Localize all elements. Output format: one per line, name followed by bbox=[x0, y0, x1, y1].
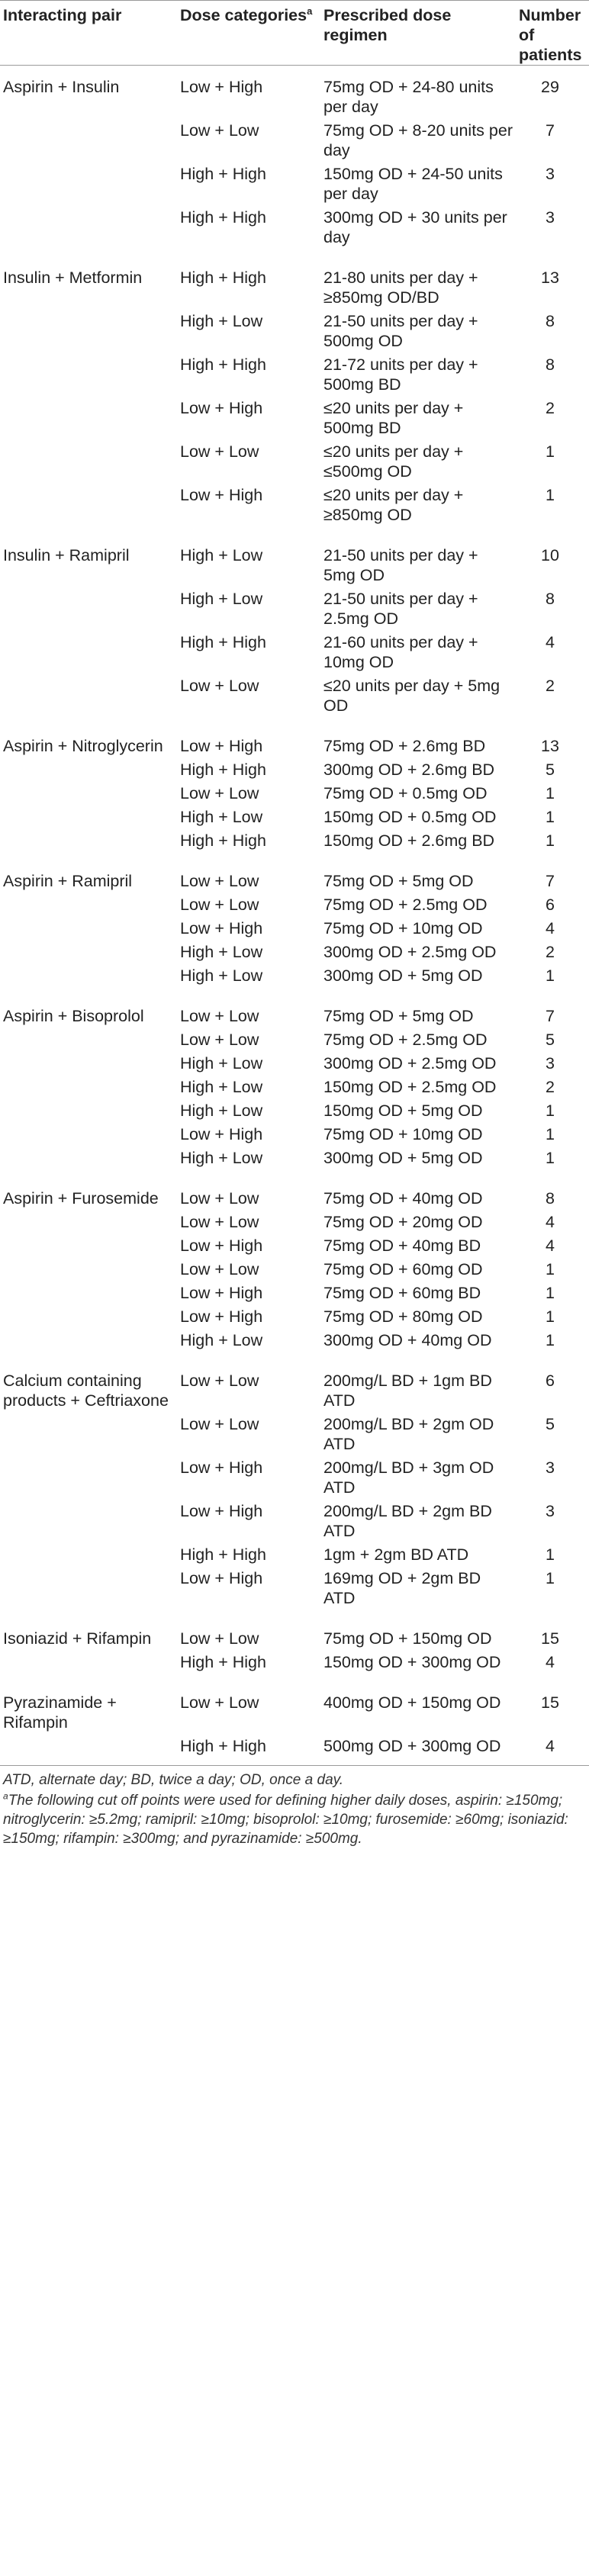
cell-dose-regimen: 75mg OD + 5mg OD bbox=[323, 872, 474, 890]
cell-dose-regimen: 75mg OD + 40mg OD bbox=[323, 1189, 483, 1208]
cell-dose-regimen: ≤20 units per day + ≤500mg OD bbox=[323, 442, 464, 481]
cell-patient-count: 10 bbox=[541, 546, 559, 564]
cell-empty bbox=[0, 938, 177, 962]
cell-dose-category: Low + Low bbox=[180, 1372, 259, 1390]
cell-dose-regimen: 150mg OD + 2.5mg OD bbox=[323, 1078, 497, 1096]
cell-empty bbox=[0, 1648, 177, 1681]
cell-dose-category: Low + High bbox=[180, 486, 263, 504]
table-body bbox=[0, 66, 589, 1766]
cell-empty bbox=[0, 1565, 177, 1617]
cell-dose-category: Low + Low bbox=[180, 784, 259, 802]
cell-dose-regimen: 500mg OD + 300mg OD bbox=[323, 1737, 501, 1755]
table-row bbox=[0, 1648, 589, 1681]
cell-patient-count: 15 bbox=[541, 1629, 559, 1648]
cell-empty bbox=[0, 756, 177, 780]
cell-patient-count: 2 bbox=[546, 677, 555, 695]
table-row bbox=[0, 1208, 589, 1232]
cell-empty bbox=[0, 1497, 177, 1541]
cell-patient-count: 4 bbox=[546, 1653, 555, 1671]
cell-dose-category: High + High bbox=[180, 165, 266, 183]
cell-empty bbox=[0, 1050, 177, 1073]
table-row bbox=[0, 481, 589, 534]
cell-empty bbox=[0, 117, 177, 160]
cell-dose-category: High + High bbox=[180, 761, 266, 779]
cell-empty bbox=[0, 1208, 177, 1232]
cell-patient-count: 3 bbox=[546, 1458, 555, 1477]
cell-dose-category: High + High bbox=[180, 355, 266, 374]
cell-empty bbox=[0, 204, 177, 256]
cell-dose-regimen: 75mg OD + 5mg OD bbox=[323, 1007, 474, 1025]
cell-dose-category: High + Low bbox=[180, 808, 263, 826]
cell-empty bbox=[0, 585, 177, 629]
cell-dose-category: High + Low bbox=[180, 943, 263, 961]
cell-dose-category: High + High bbox=[180, 831, 266, 850]
cell-dose-regimen: 75mg OD + 8-20 units per day bbox=[323, 121, 513, 159]
cell-dose-regimen: 75mg OD + 60mg BD bbox=[323, 1284, 481, 1302]
cell-dose-category: High + Low bbox=[180, 966, 263, 985]
cell-dose-regimen: 75mg OD + 24-80 units per day bbox=[323, 78, 494, 116]
cell-patient-count: 4 bbox=[546, 1237, 555, 1255]
table-row bbox=[0, 1050, 589, 1073]
cell-dose-regimen: 150mg OD + 0.5mg OD bbox=[323, 808, 497, 826]
cell-dose-category: High + High bbox=[180, 1737, 266, 1755]
table-row bbox=[0, 117, 589, 160]
cell-patient-count: 3 bbox=[546, 208, 555, 227]
table-row bbox=[0, 827, 589, 860]
cell-dose-regimen: 150mg OD + 300mg OD bbox=[323, 1653, 501, 1671]
cell-dose-regimen: 200mg/L BD + 2gm OD ATD bbox=[323, 1415, 494, 1453]
table-row bbox=[0, 1454, 589, 1497]
cell-dose-category: High + Low bbox=[180, 1331, 263, 1349]
cell-patient-count: 5 bbox=[546, 761, 555, 779]
table-row bbox=[0, 1303, 589, 1327]
cell-dose-regimen: 300mg OD + 2.6mg BD bbox=[323, 761, 495, 779]
table-row bbox=[0, 394, 589, 438]
cell-dose-category: Low + Low bbox=[180, 442, 259, 461]
cell-dose-category: Low + Low bbox=[180, 121, 259, 140]
cell-dose-category: High + High bbox=[180, 208, 266, 227]
table-row bbox=[0, 1565, 589, 1617]
cell-dose-category: Low + Low bbox=[180, 1031, 259, 1049]
cell-dose-regimen: 21-50 units per day + 500mg OD bbox=[323, 312, 478, 350]
cell-patient-count: 7 bbox=[546, 1007, 555, 1025]
cell-dose-regimen: ≤20 units per day + 5mg OD bbox=[323, 677, 500, 715]
cell-interacting-pair: Insulin + Metformin bbox=[3, 269, 143, 287]
cell-patient-count: 4 bbox=[546, 919, 555, 937]
cell-dose-category: Low + Low bbox=[180, 1189, 259, 1208]
cell-dose-regimen: 75mg OD + 10mg OD bbox=[323, 919, 483, 937]
cell-patient-count: 13 bbox=[541, 737, 559, 755]
cell-dose-category: Low + High bbox=[180, 1458, 263, 1477]
cell-empty bbox=[0, 307, 177, 351]
cell-dose-regimen: 75mg OD + 10mg OD bbox=[323, 1125, 483, 1143]
cell-dose-category: Low + Low bbox=[180, 896, 259, 914]
cell-empty bbox=[0, 1732, 177, 1765]
cell-patient-count: 6 bbox=[546, 1372, 555, 1390]
footnote-marker: a bbox=[3, 1790, 8, 1802]
header-number-of-patients: Number of patients bbox=[516, 1, 589, 66]
cell-dose-regimen: ≤20 units per day + ≥850mg OD bbox=[323, 486, 464, 524]
cell-patient-count: 29 bbox=[541, 78, 559, 96]
cell-dose-regimen: 75mg OD + 20mg OD bbox=[323, 1213, 483, 1231]
table-row bbox=[0, 307, 589, 351]
cell-patient-count: 1 bbox=[546, 1101, 555, 1120]
cell-patient-count: 1 bbox=[546, 1125, 555, 1143]
table-row bbox=[0, 1121, 589, 1144]
cell-empty bbox=[0, 1097, 177, 1121]
cell-dose-regimen: 75mg OD + 2.5mg OD bbox=[323, 1031, 488, 1049]
table-row bbox=[0, 803, 589, 827]
table-row bbox=[0, 1232, 589, 1256]
table-row bbox=[0, 672, 589, 725]
cell-dose-regimen: 75mg OD + 2.5mg OD bbox=[323, 896, 488, 914]
cell-empty bbox=[0, 351, 177, 394]
cell-patient-count: 1 bbox=[546, 1307, 555, 1326]
cell-dose-category: Low + High bbox=[180, 1502, 263, 1520]
cell-patient-count: 5 bbox=[546, 1415, 555, 1433]
cell-patient-count: 1 bbox=[546, 831, 555, 850]
cell-patient-count: 2 bbox=[546, 399, 555, 417]
cell-interacting-pair: Pyrazinamide + Rifampin bbox=[3, 1693, 117, 1732]
cell-interacting-pair: Aspirin + Insulin bbox=[3, 78, 120, 96]
footnote-note-text: The following cut off points were used for defining higher daily doses, aspirin: ≥150mg; nitroglycerin: ≥5.2mg; ramipril: ≥10mg; bisoprolol: ≥10mg; furosemide: ≥60mg; isoniazid: ≥150mg; rifampin: ≥300mg; and pyrazinamide: ≥500mg. bbox=[3, 1793, 568, 1847]
cell-dose-regimen: 300mg OD + 5mg OD bbox=[323, 966, 483, 985]
table-row bbox=[0, 962, 589, 995]
cell-empty bbox=[0, 1073, 177, 1097]
table-row bbox=[0, 1279, 589, 1303]
cell-dose-category: High + High bbox=[180, 633, 266, 651]
cell-dose-category: High + Low bbox=[180, 590, 263, 608]
cell-empty bbox=[0, 803, 177, 827]
cell-dose-category: High + Low bbox=[180, 312, 263, 330]
cell-empty bbox=[0, 1256, 177, 1279]
table-row bbox=[0, 256, 589, 307]
cell-dose-category: High + Low bbox=[180, 1054, 263, 1073]
table-row bbox=[0, 1026, 589, 1050]
cell-empty bbox=[0, 672, 177, 725]
header-interacting-pair: Interacting pair bbox=[0, 1, 177, 66]
cell-dose-category: Low + High bbox=[180, 737, 263, 755]
table-footnotes bbox=[0, 1765, 589, 1850]
header-dose-categories: Dose categories$^a$ bbox=[177, 1, 320, 66]
cell-empty bbox=[0, 1410, 177, 1454]
cell-dose-category: Low + Low bbox=[180, 1629, 259, 1648]
cell-interacting-pair: Aspirin + Furosemide bbox=[3, 1189, 159, 1208]
cell-patient-count: 13 bbox=[541, 269, 559, 287]
table-row bbox=[0, 1497, 589, 1541]
table-row bbox=[0, 725, 589, 756]
cell-patient-count: 6 bbox=[546, 896, 555, 914]
cell-empty bbox=[0, 160, 177, 204]
cell-empty bbox=[0, 394, 177, 438]
table-row bbox=[0, 1177, 589, 1208]
cell-dose-regimen: 21-80 units per day + ≥850mg OD/BD bbox=[323, 269, 478, 307]
cell-empty bbox=[0, 1303, 177, 1327]
table-header bbox=[0, 1, 589, 66]
cell-dose-category: Low + High bbox=[180, 78, 263, 96]
cell-dose-regimen: 300mg OD + 5mg OD bbox=[323, 1149, 483, 1167]
header-prescribed-dose-regimen: Prescribed dose regimen bbox=[320, 1, 516, 66]
cell-empty bbox=[0, 481, 177, 534]
table-row bbox=[0, 756, 589, 780]
cell-dose-regimen: 200mg/L BD + 3gm OD ATD bbox=[323, 1458, 494, 1497]
table-row bbox=[0, 1256, 589, 1279]
cell-dose-category: Low + High bbox=[180, 399, 263, 417]
table-row bbox=[0, 1410, 589, 1454]
cell-dose-regimen: 21-50 units per day + 2.5mg OD bbox=[323, 590, 478, 628]
cell-patient-count: 1 bbox=[546, 1545, 555, 1564]
cell-dose-regimen: 21-72 units per day + 500mg BD bbox=[323, 355, 478, 394]
cell-empty bbox=[0, 629, 177, 672]
cell-patient-count: 3 bbox=[546, 1054, 555, 1073]
table-row bbox=[0, 995, 589, 1026]
cell-dose-regimen: 300mg OD + 2.5mg OD bbox=[323, 943, 497, 961]
cell-empty bbox=[0, 1454, 177, 1497]
cell-patient-count: 1 bbox=[546, 1331, 555, 1349]
cell-dose-regimen: 200mg/L BD + 2gm BD ATD bbox=[323, 1502, 492, 1540]
cell-dose-regimen: 75mg OD + 40mg BD bbox=[323, 1237, 481, 1255]
cell-patient-count: 1 bbox=[546, 442, 555, 461]
table-row bbox=[0, 891, 589, 915]
cell-patient-count: 1 bbox=[546, 808, 555, 826]
cell-dose-regimen: 150mg OD + 24-50 units per day bbox=[323, 165, 503, 203]
cell-interacting-pair: Isoniazid + Rifampin bbox=[3, 1629, 152, 1648]
cell-patient-count: 4 bbox=[546, 633, 555, 651]
table-row bbox=[0, 534, 589, 585]
cell-dose-category: High + Low bbox=[180, 546, 263, 564]
cell-dose-regimen: 400mg OD + 150mg OD bbox=[323, 1693, 501, 1712]
cell-empty bbox=[0, 438, 177, 481]
cell-dose-regimen: 75mg OD + 80mg OD bbox=[323, 1307, 483, 1326]
cell-patient-count: 1 bbox=[546, 1284, 555, 1302]
cell-dose-regimen: 200mg/L BD + 1gm BD ATD bbox=[323, 1372, 492, 1410]
cell-dose-category: Low + High bbox=[180, 1569, 263, 1587]
footnote-dose-cutoffs bbox=[3, 1791, 586, 1848]
cell-patient-count: 1 bbox=[546, 1569, 555, 1587]
cell-dose-regimen: 21-60 units per day + 10mg OD bbox=[323, 633, 478, 671]
cell-dose-regimen: 169mg OD + 2gm BD ATD bbox=[323, 1569, 481, 1607]
cell-dose-category: Low + Low bbox=[180, 1007, 259, 1025]
table-row bbox=[0, 160, 589, 204]
cell-dose-category: Low + Low bbox=[180, 677, 259, 695]
cell-dose-regimen: 1gm + 2gm BD ATD bbox=[323, 1545, 469, 1564]
cell-dose-category: Low + High bbox=[180, 919, 263, 937]
cell-dose-category: Low + High bbox=[180, 1307, 263, 1326]
cell-dose-regimen: ≤20 units per day + 500mg BD bbox=[323, 399, 464, 437]
table-row bbox=[0, 938, 589, 962]
cell-empty bbox=[0, 1121, 177, 1144]
cell-dose-category: Low + High bbox=[180, 1284, 263, 1302]
cell-empty bbox=[0, 915, 177, 938]
cell-patient-count: 3 bbox=[546, 165, 555, 183]
cell-patient-count: 4 bbox=[546, 1737, 555, 1755]
cell-empty bbox=[0, 827, 177, 860]
cell-dose-regimen: 300mg OD + 30 units per day bbox=[323, 208, 507, 246]
table-row bbox=[0, 66, 589, 117]
cell-dose-regimen: 75mg OD + 60mg OD bbox=[323, 1260, 483, 1278]
cell-patient-count: 8 bbox=[546, 355, 555, 374]
table-row bbox=[0, 915, 589, 938]
cell-empty bbox=[0, 1232, 177, 1256]
cell-dose-regimen: 21-50 units per day + 5mg OD bbox=[323, 546, 478, 584]
cell-empty bbox=[0, 1026, 177, 1050]
cell-patient-count: 1 bbox=[546, 966, 555, 985]
cell-dose-category: Low + High bbox=[180, 1237, 263, 1255]
footnote-abbreviations: ATD, alternate day; BD, twice a day; OD, once a day. bbox=[3, 1772, 343, 1788]
cell-dose-regimen: 75mg OD + 150mg OD bbox=[323, 1629, 492, 1648]
table-row bbox=[0, 351, 589, 394]
cell-interacting-pair: Aspirin + Nitroglycerin bbox=[3, 737, 163, 755]
table-row bbox=[0, 1097, 589, 1121]
cell-patient-count: 7 bbox=[546, 872, 555, 890]
cell-empty bbox=[0, 1279, 177, 1303]
cell-interacting-pair: Aspirin + Ramipril bbox=[3, 872, 133, 890]
table-row bbox=[0, 204, 589, 256]
table-row bbox=[0, 780, 589, 803]
cell-dose-category: Low + Low bbox=[180, 1260, 259, 1278]
cell-dose-category: Low + Low bbox=[180, 1693, 259, 1712]
cell-dose-regimen: 150mg OD + 2.6mg BD bbox=[323, 831, 495, 850]
table-row bbox=[0, 1617, 589, 1648]
cell-patient-count: 1 bbox=[546, 1149, 555, 1167]
table-row bbox=[0, 629, 589, 672]
cell-empty bbox=[0, 962, 177, 995]
cell-empty bbox=[0, 1327, 177, 1359]
table-row bbox=[0, 585, 589, 629]
cell-dose-regimen: 300mg OD + 40mg OD bbox=[323, 1331, 492, 1349]
table-row bbox=[0, 860, 589, 891]
cell-dose-category: Low + High bbox=[180, 1125, 263, 1143]
table-row bbox=[0, 1359, 589, 1410]
cell-dose-regimen: 150mg OD + 5mg OD bbox=[323, 1101, 483, 1120]
cell-patient-count: 1 bbox=[546, 1260, 555, 1278]
cell-patient-count: 7 bbox=[546, 121, 555, 140]
cell-empty bbox=[0, 891, 177, 915]
cell-patient-count: 4 bbox=[546, 1213, 555, 1231]
cell-patient-count: 2 bbox=[546, 943, 555, 961]
cell-patient-count: 1 bbox=[546, 784, 555, 802]
table-row bbox=[0, 1327, 589, 1359]
table-row bbox=[0, 1541, 589, 1565]
cell-dose-category: Low + Low bbox=[180, 1415, 259, 1433]
cell-patient-count: 1 bbox=[546, 486, 555, 504]
cell-dose-regimen: 75mg OD + 2.6mg BD bbox=[323, 737, 486, 755]
cell-dose-category: Low + Low bbox=[180, 1213, 259, 1231]
cell-dose-category: High + High bbox=[180, 269, 266, 287]
cell-dose-category: High + High bbox=[180, 1653, 266, 1671]
table-row bbox=[0, 1732, 589, 1765]
table-row bbox=[0, 1073, 589, 1097]
cell-empty bbox=[0, 1144, 177, 1177]
cell-patient-count: 8 bbox=[546, 590, 555, 608]
table-row bbox=[0, 1144, 589, 1177]
cell-patient-count: 3 bbox=[546, 1502, 555, 1520]
cell-dose-category: High + Low bbox=[180, 1078, 263, 1096]
cell-empty bbox=[0, 1541, 177, 1565]
cell-dose-category: Low + Low bbox=[180, 872, 259, 890]
cell-interacting-pair: Aspirin + Bisoprolol bbox=[3, 1007, 144, 1025]
cell-patient-count: 8 bbox=[546, 312, 555, 330]
cell-patient-count: 15 bbox=[541, 1693, 559, 1712]
cell-dose-regimen: 300mg OD + 2.5mg OD bbox=[323, 1054, 497, 1073]
cell-patient-count: 8 bbox=[546, 1189, 555, 1208]
cell-patient-count: 2 bbox=[546, 1078, 555, 1096]
header-row bbox=[0, 1, 589, 66]
table-row bbox=[0, 1681, 589, 1732]
cell-interacting-pair: Insulin + Ramipril bbox=[3, 546, 130, 564]
footnote-marker: a bbox=[307, 5, 313, 17]
cell-dose-regimen: 75mg OD + 0.5mg OD bbox=[323, 784, 488, 802]
cell-interacting-pair: Calcium containing products + Ceftriaxone bbox=[3, 1372, 169, 1410]
cell-dose-category: High + Low bbox=[180, 1101, 263, 1120]
table-row bbox=[0, 438, 589, 481]
cell-patient-count: 5 bbox=[546, 1031, 555, 1049]
cell-empty bbox=[0, 780, 177, 803]
cell-dose-category: High + Low bbox=[180, 1149, 263, 1167]
cell-dose-category: High + High bbox=[180, 1545, 266, 1564]
